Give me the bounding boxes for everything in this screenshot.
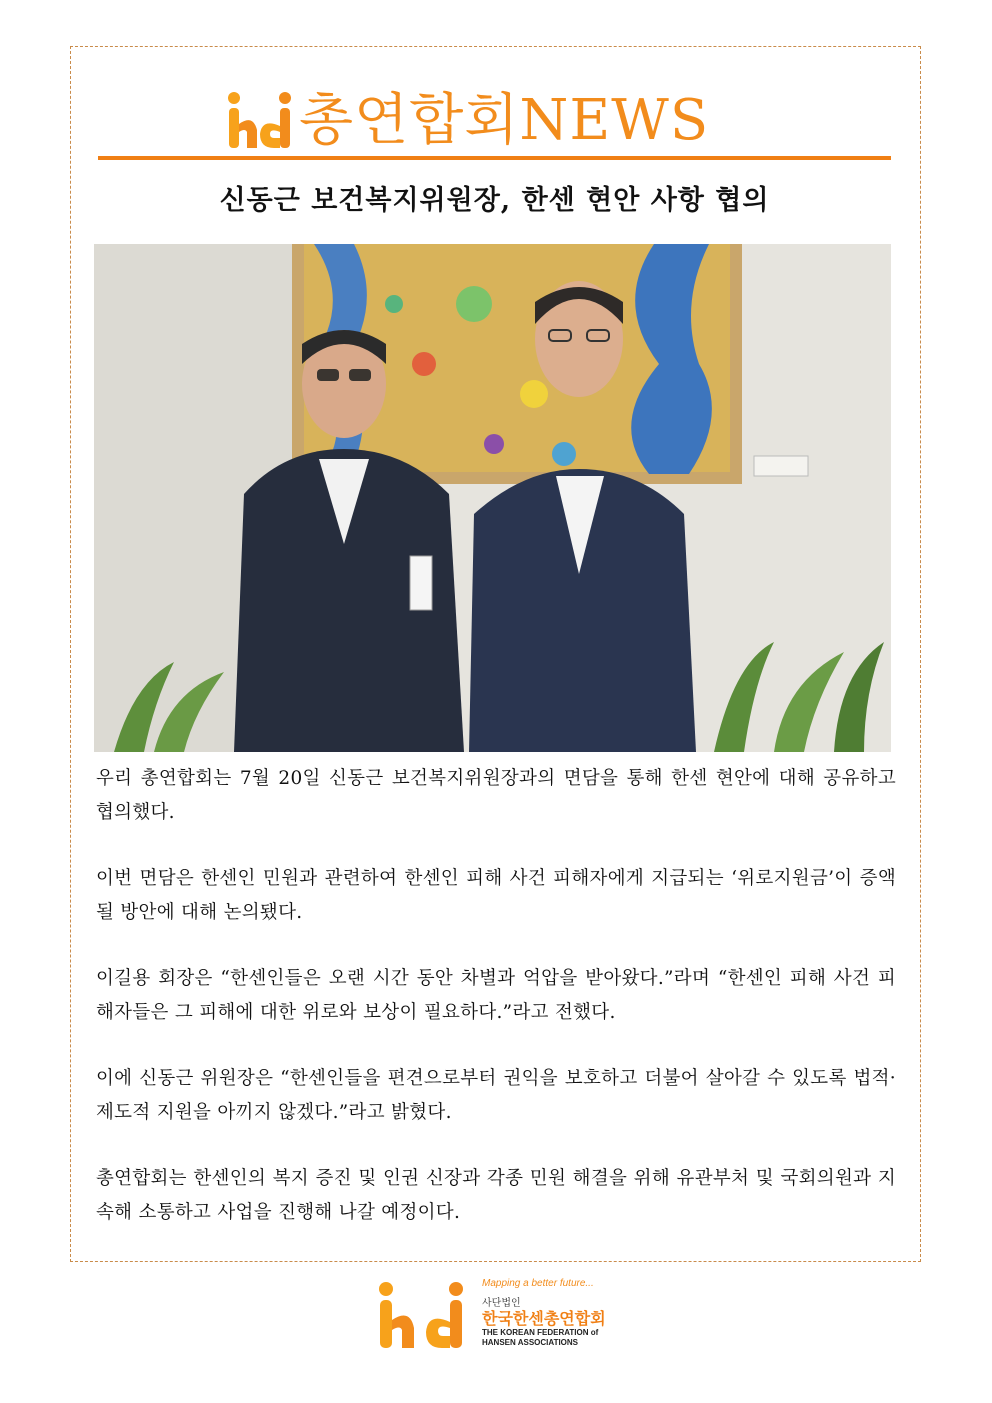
footer-org-name-en: THE KOREAN FEDERATION of (482, 1328, 599, 1337)
hd-figure-logo-icon (225, 90, 295, 152)
masthead (225, 82, 709, 152)
footer-org-name-en: HANSEN ASSOCIATIONS (482, 1338, 579, 1347)
article-paragraph: 이번 면담은 한센인 민원과 관련하여 한센인 피해 사건 피해자에게 지급되는 ‘위로지원금’이 증액될 방안에 대해 논의됐다. (96, 868, 896, 923)
footer-org-name: 한국한센총연합회 (482, 1311, 606, 1328)
footer-logo (376, 1278, 626, 1356)
footer-tagline: Mapping a better future... (482, 1278, 594, 1289)
masthead-title: 총연합회NEWS (299, 88, 710, 153)
article-paragraph: 이길용 회장은 “한센인들은 오랜 시간 동안 차별과 억압을 받아왔다.”라며 “한센인 피해 사건 피해자들은 그 피해에 대한 위로와 보상이 필요하다.”라고 전했다. (96, 968, 896, 1023)
footer-corp-type: 사단법인 (482, 1298, 521, 1309)
article-paragraph: 총연합회는 한센인의 복지 증진 및 인권 신장과 각종 민원 해결을 위해 유관부처 및 국회의원과 지속해 소통하고 사업을 진행해 나갈 예정이다. (96, 1168, 896, 1223)
article-paragraph: 이에 신동근 위원장은 “한센인들을 편견으로부터 권익을 보호하고 더불어 살아갈 수 있도록 법적·제도적 지원을 아끼지 않겠다.”라고 밝혔다. (96, 1068, 896, 1123)
article-photo (94, 244, 891, 752)
meeting-photo-icon (94, 244, 891, 752)
article-body (96, 762, 896, 1262)
article-headline: 신동근 보건복지위원장, 한센 현안 사항 협의 (219, 185, 770, 216)
hd-figure-logo-icon (376, 1280, 468, 1352)
article-paragraph: 우리 총연합회는 7월 20일 신동근 보건복지위원장과의 면담을 통해 한센 현안에 대해 공유하고 협의했다. (96, 768, 896, 823)
masthead-divider (98, 156, 891, 160)
